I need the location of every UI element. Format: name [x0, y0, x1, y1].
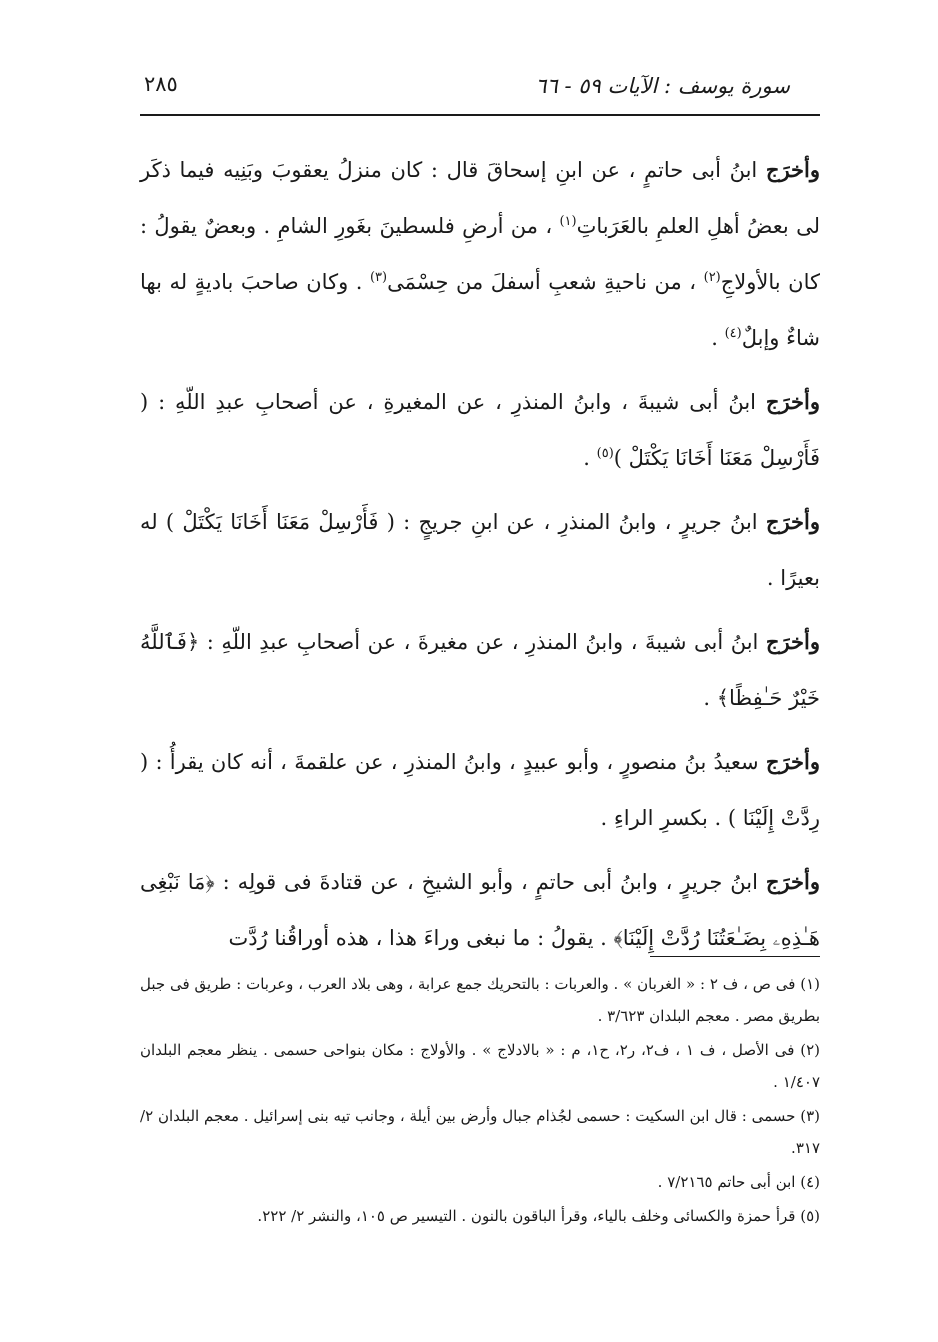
paragraph-text: . وكان صاحبَ باديةٍ له بها شاءٌ وإبلٌ	[140, 270, 820, 350]
paragraph-opener: وأخرَج	[765, 749, 820, 774]
paragraph-opener: وأخرَج	[765, 629, 820, 654]
paragraph-opener: وأخرَج	[765, 869, 820, 894]
footnote-ref-5: (٥)	[596, 446, 614, 461]
footnote-2: (٢) فى الأصل ، ف ١ ، ف٢، ر٢، ح١، م : « بالادلاج » . والأولاج : مكان بنواحى حسمى . ينظر معجم البلدان ١/٤٠٧ .	[140, 1041, 821, 1091]
footnote-ref-1: (١)	[559, 214, 577, 229]
paragraph-opener: وأخرَج	[765, 509, 820, 534]
paragraph-text: ابنُ أبى شيبةَ ، وابنُ المنذرِ ، عن مغيرةَ ، عن أصحابِ عبدِ اللّهِ : ﴿فَٱللَّهُ خَيْرٌ حَـٰفِظًا﴾ .	[140, 630, 820, 710]
paragraph-text: .	[583, 446, 597, 470]
paragraph-text: ابنُ جريرٍ ، وابنُ المنذرِ ، عن ابنِ جريجٍ : ( فَأَرْسِلْ مَعَنَا أَخَانَا يَكْتَلْ ) له بعيرًا .	[140, 510, 820, 590]
paragraph-3	[140, 494, 820, 606]
paragraph-6	[140, 854, 820, 966]
paragraph-text: سعيدُ بنُ منصورٍ ، وأبو عبيدٍ ، وابنُ المنذرِ ، عن علقمةَ ، أنه كان يقرأُ : ( رِدَّتْ إِلَيْنَا ) . بكسرِ الراءِ .	[140, 750, 820, 830]
page-header	[140, 70, 820, 110]
footnotes	[140, 968, 820, 1234]
paragraph-5	[140, 734, 820, 846]
footnote-3: (٣) حسمى : قال ابن السكيت : حسمى لجُذام جبال وأرض بين أيلة ، وجانب تيه بنى إسرائيل . معجم البلدان ٢/ ٣١٧.	[140, 1107, 820, 1157]
running-title: سورة يوسف : الآيات ٥٩ - ٦٦	[535, 74, 790, 98]
paragraph-opener: وأخرَج	[765, 389, 820, 414]
paragraph-text: ابنُ أبى شيبةَ ، وابنُ المنذرِ ، عن المغيرةِ ، عن أصحابِ عبدِ اللّهِ : ( فَأَرْسِلْ مَعَنَا أَخَانَا يَكْتَلْ )	[140, 390, 820, 470]
paragraph-opener: وأخرَج	[765, 157, 820, 182]
paragraph-text: ، من ناحيةِ شعبِ أسفلَ من حِسْمَى	[387, 270, 704, 294]
footnote-4: (٤) ابن أبى حاتم ٧/٢١٦٥ .	[657, 1173, 820, 1191]
paragraph-text: .	[711, 326, 725, 350]
footnote-separator	[650, 956, 820, 957]
paragraph-4	[140, 614, 820, 726]
page-number: ٢٨٥	[144, 72, 178, 96]
paragraph-text: ، من أرضِ فلسطينَ بغَورِ الشامِ . وبعضٌ يقولُ : كان بالأولاجِ	[140, 214, 820, 294]
paragraph-text: ابنُ جريرٍ ، وابنُ أبى حاتمٍ ، وأبو الشيخِ ، عن قتادةَ فى قولِه : ﴿مَا نَبْغِى هَـٰذِهِۦ بِضَـٰعَتُنَا رُدَّتْ إِلَيْنَا﴾ . يقولُ : ما نبغى وراءَ هذا ، هذه أوراقُنا رُدَّت	[140, 870, 820, 950]
footnote-ref-4: (٤)	[724, 326, 742, 341]
paragraph-text: ابنُ أبى حاتمٍ ، عن ابنِ إسحاقَ قال : كان منزلُ يعقوبَ وبَنِيه فيما ذكَر لى بعضُ أهلِ العلمِ بالعَرَباتِ	[140, 158, 820, 238]
paragraph-2	[140, 374, 820, 486]
book-page	[140, 70, 820, 1270]
header-rule	[140, 114, 820, 116]
footnote-ref-2: (٢)	[703, 270, 721, 285]
footnote-5: (٥) قرأ حمزة والكسائى وخلف بالياء، وقرأ الباقون بالنون . التيسير ص ١٠٥، والنشر ٢/ ٢٢٢.	[257, 1207, 820, 1225]
paragraph-1	[140, 142, 820, 366]
footnote-1: (١) فى ص ، ف ٢ : « الغربان » . والعربات : بالتحريك جمع عرابة ، وهى بلاد العرب ، وعربات : طريق فى جبل بطريق مصر . معجم البلدان ٣/٦٢٣ .	[140, 975, 820, 1025]
main-text	[140, 142, 820, 974]
footnote-ref-3: (٣)	[369, 270, 388, 285]
